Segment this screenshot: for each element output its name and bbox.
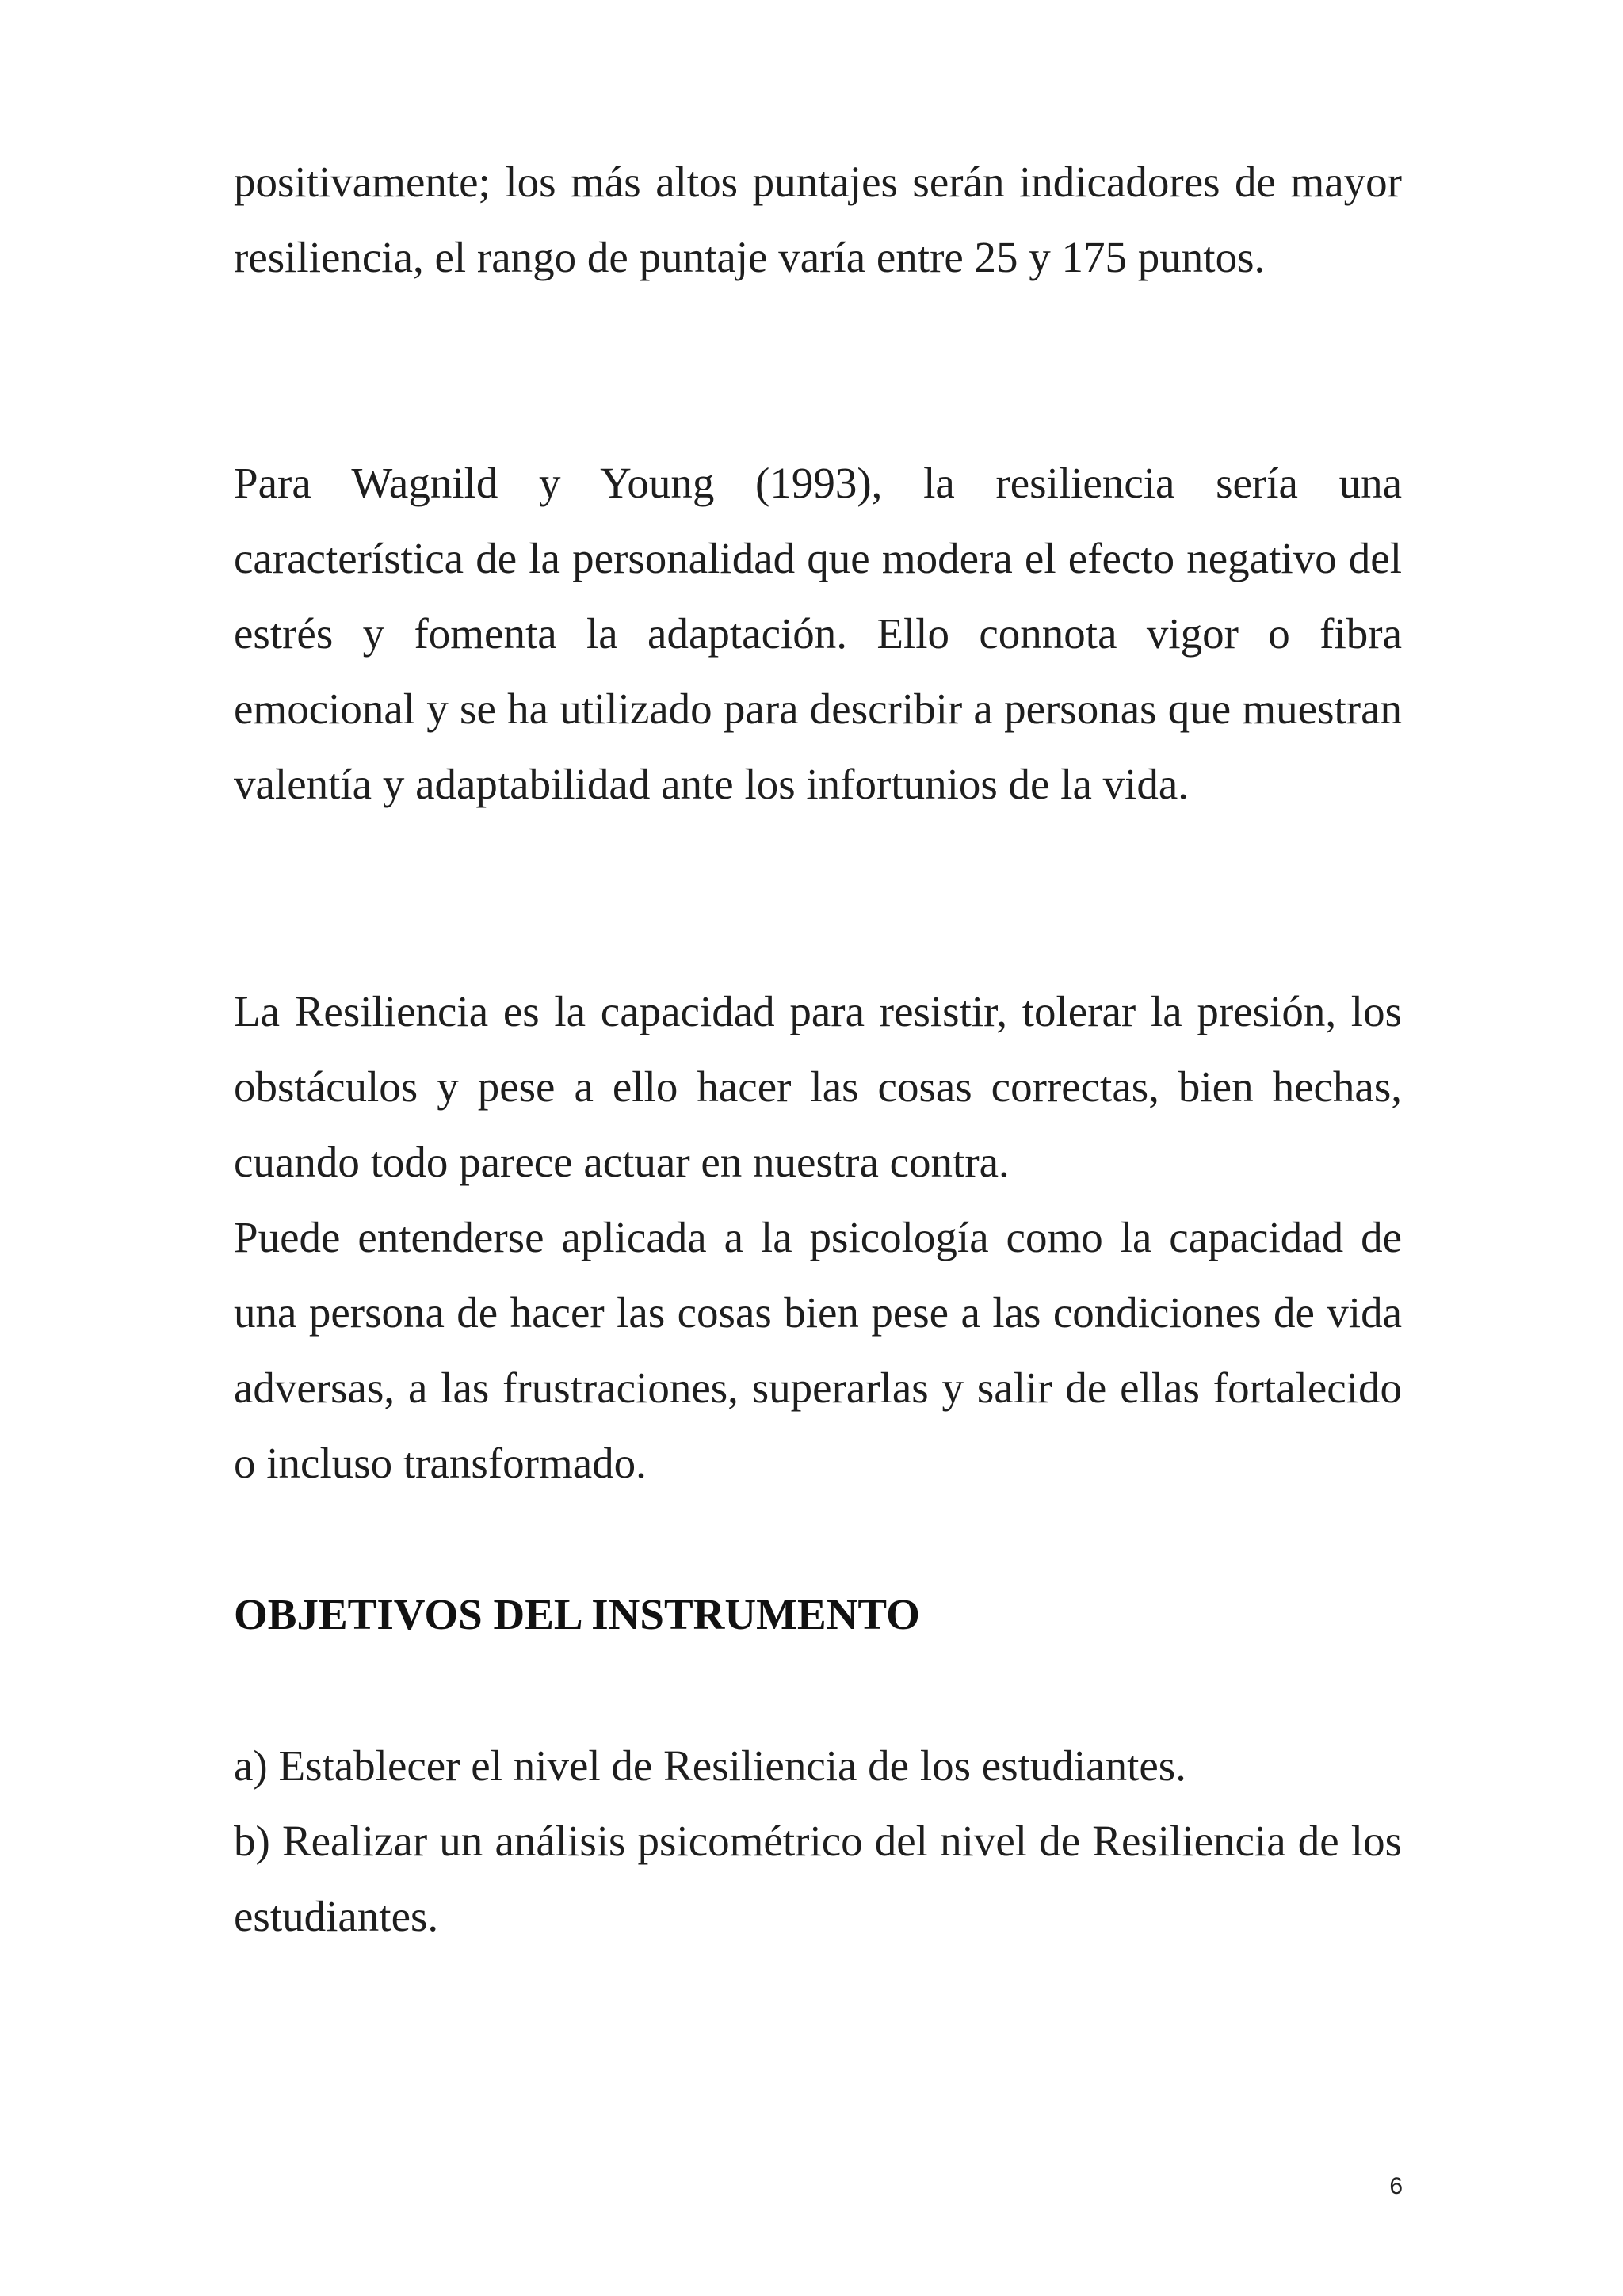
objective-item-a: a) Establecer el nivel de Resiliencia de los estudiantes. bbox=[234, 1741, 1186, 1790]
section-heading: OBJETIVOS DEL INSTRUMENTO bbox=[234, 1590, 920, 1638]
paragraph-psychology-application: Puede entenderse aplicada a la psicología como la capacidad de una persona de hacer las cosas bien pese a las condiciones de vida adversas, a las frustraciones, superarlas y salir de ellas fortalecido o incluso transformado. bbox=[234, 1213, 1402, 1487]
objective-item-b: b) Realizar un análisis psicométrico del nivel de Resiliencia de los estudiantes. bbox=[234, 1817, 1402, 1940]
page-number: 6 bbox=[1389, 2173, 1403, 2199]
paragraph-wagnild-young: Para Wagnild y Young (1993), la resiliencia sería una característica de la personalidad que modera el efecto negativo del estrés y fomenta la adaptación. Ello connota vigor o fibra emocional y se ha utilizado para describir a personas que muestran valentía y adaptabilidad ante los infortunios de la vida. bbox=[234, 459, 1402, 808]
paragraph-scoring: positivamente; los más altos puntajes serán indicadores de mayor resiliencia, el rango de puntaje varía entre 25 y 175 puntos. bbox=[234, 158, 1402, 281]
objectives-list bbox=[234, 1728, 1402, 1954]
paragraph-resilience-definition: La Resiliencia es la capacidad para resistir, tolerar la presión, los obstáculos y pese a ello hacer las cosas correctas, bien hechas, cuando todo parece actuar en nuestra contra. bbox=[234, 987, 1402, 1186]
